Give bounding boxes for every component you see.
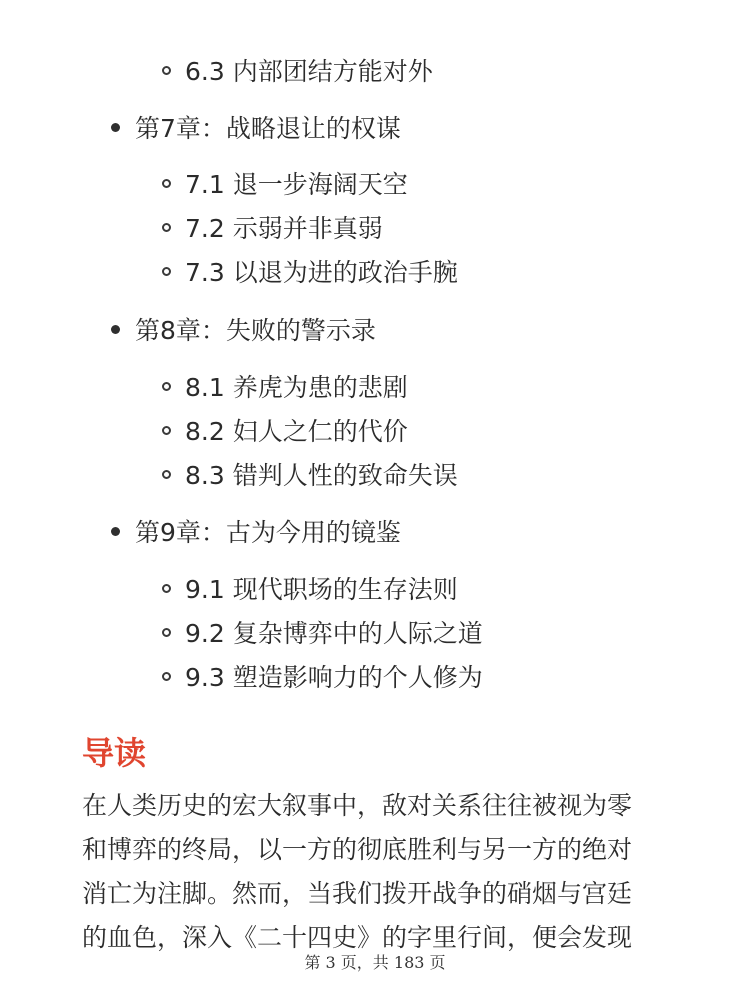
toc-chapter-9[interactable] xyxy=(111,511,401,551)
toc-item-label: 7.3 以退为进的政治手腕 xyxy=(185,258,458,287)
filled-bullet-icon xyxy=(111,123,120,132)
paragraph-line: 的血色，深入《二十四史》的字里行间，便会发现 xyxy=(82,923,633,952)
hollow-bullet-icon xyxy=(162,267,171,276)
hollow-bullet-icon xyxy=(162,426,171,435)
toc-item-7-3[interactable] xyxy=(162,251,458,291)
toc-item-label: 6.3 内部团结方能对外 xyxy=(185,57,433,86)
filled-bullet-icon xyxy=(111,325,120,334)
intro-paragraph xyxy=(82,784,672,960)
toc-item-label: 8.2 妇人之仁的代价 xyxy=(185,417,408,446)
toc-item-label: 9.2 复杂博弈中的人际之道 xyxy=(185,619,483,648)
toc-item-6-3[interactable] xyxy=(162,50,433,90)
hollow-bullet-icon xyxy=(162,470,171,479)
section-heading-intro: 导读 xyxy=(82,734,147,772)
hollow-bullet-icon xyxy=(162,223,171,232)
hollow-bullet-icon xyxy=(162,628,171,637)
filled-bullet-icon xyxy=(111,527,120,536)
toc-item-label: 8.3 错判人性的致命失误 xyxy=(185,461,458,490)
toc-item-8-3[interactable] xyxy=(162,454,458,494)
toc-item-8-2[interactable] xyxy=(162,410,408,450)
hollow-bullet-icon xyxy=(162,66,171,75)
toc-item-label: 9.1 现代职场的生存法则 xyxy=(185,575,458,604)
paragraph-line: 消亡为注脚。然而，当我们拨开战争的硝烟与宫廷 xyxy=(82,879,633,908)
toc-item-9-3[interactable] xyxy=(162,656,483,696)
toc-item-label: 8.1 养虎为患的悲剧 xyxy=(185,373,408,402)
hollow-bullet-icon xyxy=(162,584,171,593)
toc-item-label: 9.3 塑造影响力的个人修为 xyxy=(185,663,483,692)
paragraph-line: 和博弈的终局，以一方的彻底胜利与另一方的绝对 xyxy=(82,835,633,864)
toc-chapter-label: 第9章：古为今用的镜鉴 xyxy=(135,518,401,547)
hollow-bullet-icon xyxy=(162,179,171,188)
toc-item-8-1[interactable] xyxy=(162,366,408,406)
page-number-footer: 第 3 页，共 183 页 xyxy=(304,953,446,972)
paragraph-line: 在人类历史的宏大叙事中，敌对关系往往被视为零 xyxy=(82,791,633,820)
hollow-bullet-icon xyxy=(162,672,171,681)
toc-item-9-2[interactable] xyxy=(162,612,483,652)
toc-chapter-8[interactable] xyxy=(111,309,376,349)
toc-chapter-7[interactable] xyxy=(111,107,401,147)
toc-chapter-label: 第7章：战略退让的权谋 xyxy=(135,114,401,143)
toc-item-label: 7.2 示弱并非真弱 xyxy=(185,214,383,243)
toc-item-9-1[interactable] xyxy=(162,568,458,608)
toc-item-7-1[interactable] xyxy=(162,163,408,203)
hollow-bullet-icon xyxy=(162,382,171,391)
toc-item-7-2[interactable] xyxy=(162,207,383,247)
toc-item-label: 7.1 退一步海阔天空 xyxy=(185,170,408,199)
toc-chapter-label: 第8章：失败的警示录 xyxy=(135,316,376,345)
